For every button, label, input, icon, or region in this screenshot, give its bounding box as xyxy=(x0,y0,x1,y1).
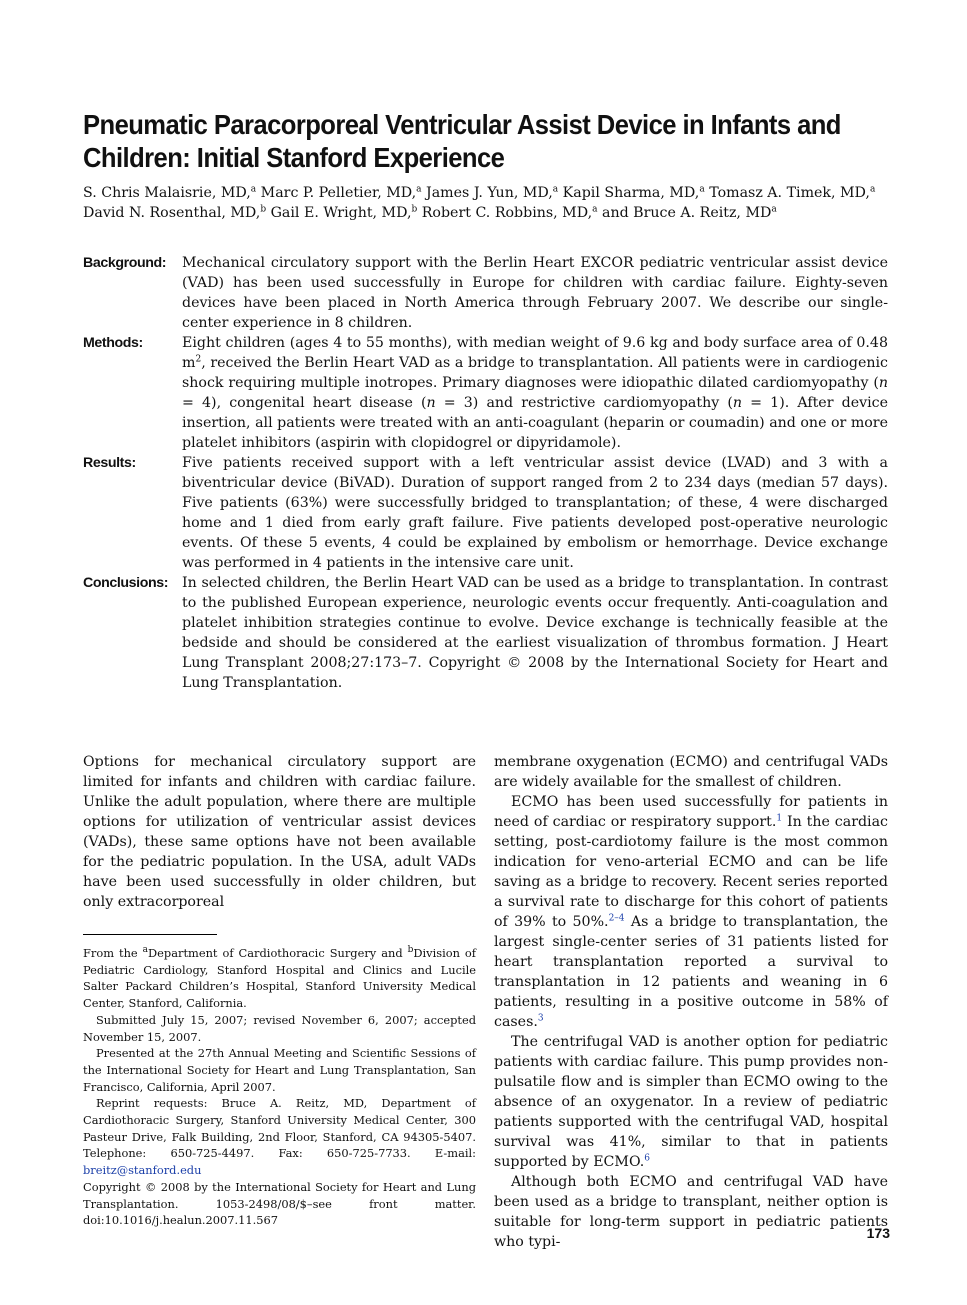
footnotes xyxy=(83,945,476,1229)
abstract-label: Conclusions: xyxy=(83,575,169,591)
abstract-label: Results: xyxy=(83,455,136,471)
abstract-results xyxy=(83,453,888,573)
author-affiliation-mark: a xyxy=(250,184,257,195)
author-name: Kapil Sharma, MD, xyxy=(562,185,700,201)
footnote-presented: Presented at the 27th Annual Meeting and Scientific Sessions of the International Society for Heart and Lung Transplantation, San Francisco, California, April 2007. xyxy=(83,1046,476,1094)
footnote-affiliation: From the $^a$Department of Cardiothoracic Surgery and $^b$Division of Pediatric Cardiology, Stanford Hospital and Clinics and Lucile Salter Packard Children’s Hospital, Stanford University Medical Center, Stanford, California. xyxy=(83,945,476,1011)
author-name: Robert C. Robbins, MD, xyxy=(421,205,593,221)
page-number: 173 xyxy=(866,1225,890,1241)
author-name: Gail E. Wright, MD, xyxy=(270,205,412,221)
abstract xyxy=(83,253,888,693)
body-paragraph: Options for mechanical circulatory support are limited for infants and children with cardiac failure. Unlike the adult population, where there are multiple options for utilization of ventricular assist devices (VADs), these same options have not been available for the pediatric population. In the USA, adult VADs have been used successfully in older children, but only extracorporeal xyxy=(83,754,476,910)
author-name: Marc P. Pelletier, MD, xyxy=(260,185,417,201)
reference-link[interactable]: 2–4 xyxy=(608,913,625,924)
author-affiliation-mark: b xyxy=(260,204,267,215)
abstract-text: Mechanical circulatory support with the Berlin Heart EXCOR pediatric ventricular assist device (VAD) has been used successfully in Europe for children with cardiac failure. Eighty-seven devices have been placed in North America through February 2007. We describe our single-center experience in 8 children. xyxy=(182,255,888,331)
author-list xyxy=(83,183,913,223)
body-paragraph: Although both ECMO and centrifugal VAD have been used as a bridge to transplant, neither option is suitable for long-term support in pediatric patients who typi- xyxy=(494,1174,888,1250)
author-affiliation-mark: a xyxy=(416,184,422,195)
abstract-text: Five patients received support with a left ventricular assist device (LVAD) and 3 with a biventricular device (BiVAD). Duration of support ranged from 2 to 234 days (median 57 days). Five patients (63%) were successfully bridged to transplantation; of these, 4 were discharged home and 1 died from early graft failure. Five patients developed post-operative neurologic events. Of these 5 events, 4 could be explained by embolism or hemorrhage. Device exchange was performed in 4 patients in the intensive care unit. xyxy=(182,455,888,571)
abstract-background xyxy=(83,253,888,333)
reference-link[interactable]: 1 xyxy=(776,813,783,824)
body-paragraph: The centrifugal VAD is another option for pediatric patients with cardiac failure. This pump provides non-pulsatile flow and is simpler than ECMO owing to the absence of an oxygenator. In a review of pediatric patients supported with the centrifugal VAD, hospital survival was 41%, similar to that in patients supported by ECMO.$^6$ xyxy=(494,1034,888,1170)
footnote-copyright: Copyright © 2008 by the International Society for Heart and Lung Transplantation. 1053-2498/08/$–see front matter. doi:10.1016/j.healun.2007.11.567 xyxy=(83,1179,476,1228)
author-name: David N. Rosenthal, MD, xyxy=(83,205,261,221)
author-affiliation-mark: b xyxy=(411,204,418,215)
author-name: S. Chris Malaisrie, MD, xyxy=(83,185,251,201)
abstract-label: Methods: xyxy=(83,335,143,351)
abstract-label: Background: xyxy=(83,255,167,271)
author-affiliation-mark: a xyxy=(869,184,876,195)
reference-link[interactable]: 6 xyxy=(644,1153,650,1164)
body-paragraph: membrane oxygenation (ECMO) and centrifugal VADs are widely available for the smallest of children. xyxy=(494,754,888,790)
article-title: Pneumatic Paracorporeal Ventricular Assist Device in Infants and Children: Initial Stanford Experience xyxy=(83,109,841,173)
author-affiliation-mark: a xyxy=(699,184,705,195)
email-link[interactable]: breitz@stanford.edu xyxy=(83,1163,202,1178)
footnote-divider xyxy=(83,934,217,935)
reference-link[interactable]: 3 xyxy=(537,1013,544,1024)
body-column-left xyxy=(83,752,476,912)
author-name: James J. Yun, MD, xyxy=(426,185,553,201)
body-column-right xyxy=(494,752,888,1252)
footnote-submitted: Submitted July 15, 2007; revised November 6, 2007; accepted November 15, 2007. xyxy=(83,1012,476,1044)
author-affiliation-mark: a xyxy=(592,204,598,215)
author-affiliation-mark: a xyxy=(771,204,777,215)
abstract-methods xyxy=(83,333,888,453)
author-name: and Bruce A. Reitz, MD xyxy=(601,205,772,221)
body-paragraph: ECMO has been used successfully for patients in need of cardiac or respiratory support.$^1$ In the cardiac setting, post-cardiotomy failure is the most common indication for veno-arterial ECMO and can be life saving as a bridge to recovery. Recent series reported a survival rate to discharge for this cohort of patients of 39% to 50%.$^{2-4}$ As a bridge to transplantation, the largest single-center series of 31 patients listed for heart transplantation reported a survival to transplantation in 12 patients and weaning in 6 patients, resulting in a positive outcome in 58% of cases.$^3$ xyxy=(494,794,888,1030)
abstract-conclusions xyxy=(83,573,888,693)
abstract-text: In selected children, the Berlin Heart VAD can be used as a bridge to transplantation. In contrast to the published European experience, neurologic events occur frequently. Anti-coagulation and platelet inhibition strategies continue to evolve. Device exchange is technically feasible at the bedside and should be considered at the earliest visualization of thrombus formation. J Heart Lung Transplant 2008;27:173–7. Copyright © 2008 by the International Society for Heart and Lung Transplantation. xyxy=(182,575,888,691)
footnote-reprint: Reprint requests: Bruce A. Reitz, MD, Department of Cardiothoracic Surgery, Stanford University Medical Center, 300 Pasteur Drive, Falk Building, 2nd Floor, Stanford, CA 94305-5407. Telephone: 650-725-4497. Fax: 650-725-7733. E-mail: breitz@stanford.edu xyxy=(83,1096,476,1178)
author-name: Tomasz A. Timek, MD, xyxy=(709,185,870,201)
author-affiliation-mark: a xyxy=(552,184,559,195)
abstract-text: Eight children (ages 4 to 55 months), with median weight of 9.6 kg and body surface area of 0.48 $m^2$, received the Berlin Heart VAD as a bridge to transplantation. All patients were in cardiogenic shock requiring multiple inotropes. Primary diagnoses were idiopathic dilated cardiomyopathy (n = 4), congenital heart disease (n = 3) and restrictive cardiomyopathy (n = 1). After device insertion, all patients were treated with an anti-coagulant (heparin or coumadin) and one or more platelet inhibitors (aspirin with clopidogrel or dipyridamole). xyxy=(182,335,888,451)
